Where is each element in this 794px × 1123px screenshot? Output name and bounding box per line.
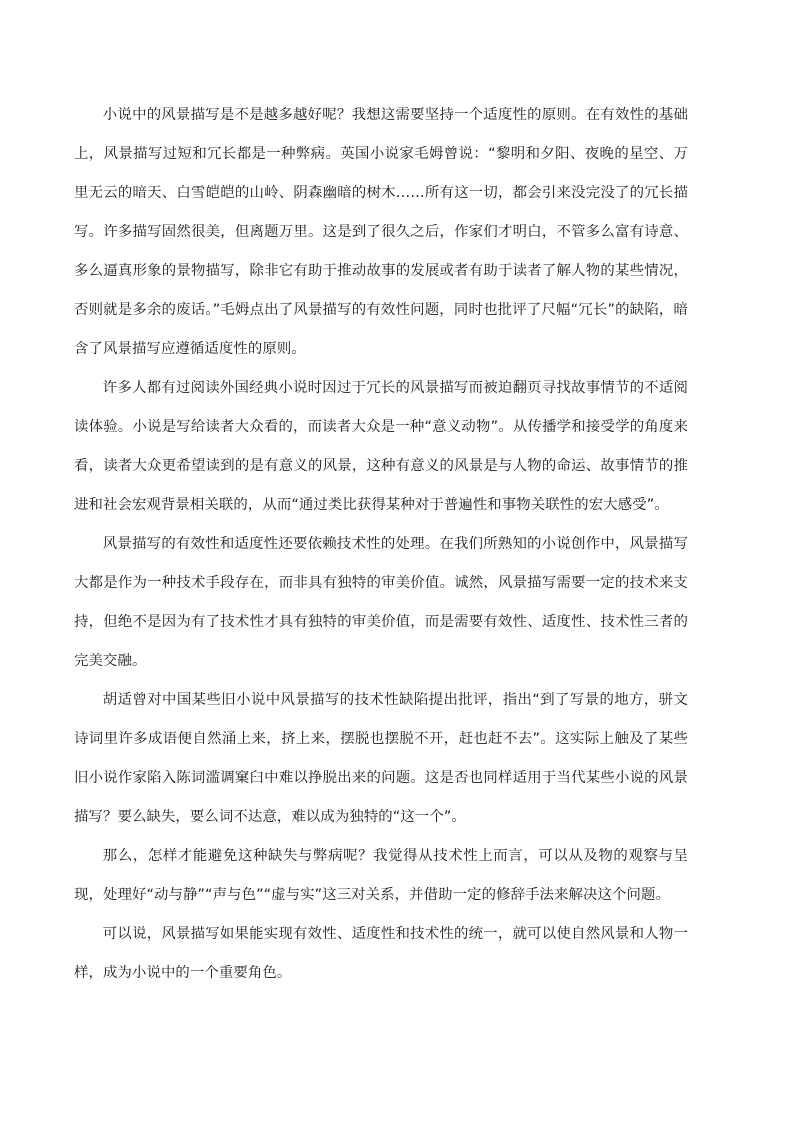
paragraph-4: 胡适曾对中国某些旧小说中风景描写的技术性缺陷提出批评，指出“到了写景的地方，骈文诗词里许多成语便自然涌上来，挤上来，摆脱也摆脱不开，赶也赶不去”。这实际上触及了某些旧小说作家陷入陈词滥调窠臼中难以挣脱出来的问题。这是否也同样适用于当代某些小说的风景描写？要么缺失，要么词不达意，难以成为独特的“这一个”。 — [74, 692, 688, 825]
paragraph-3: 风景描写的有效性和适度性还要依赖技术性的处理。在我们所熟知的小说创作中，风景描写大都是作为一种技术手段存在，而非具有独特的审美价值。诚然，风景描写需要一定的技术来支持，但绝不是因为有了技术性才具有独特的审美价值，而是需要有效性、适度性、技术性三者的完美交融。 — [74, 536, 688, 669]
paragraph-5: 那么，怎样才能避免这种缺失与弊病呢？我觉得从技术性上而言，可以从及物的观察与呈现，处理好“动与静”“声与色”“虚与实”这三对关系，并借助一定的修辞手法来解决这个问题。 — [74, 848, 688, 903]
article-body — [74, 96, 688, 993]
paragraph-2: 许多人都有过阅读外国经典小说时因过于冗长的风景描写而被迫翻页寻找故事情节的不适阅读体验。小说是写给读者大众看的，而读者大众是一种“意义动物”。从传播学和接受学的角度来看，读者大众更希望读到的是有意义的风景，这种有意义的风景是与人物的命运、故事情节的推进和社会宏观背景相关联的，从而“通过类比获得某种对于普遍性和事物关联性的宏大感受”。 — [74, 380, 688, 513]
paragraph-1: 小说中的风景描写是不是越多越好呢？我想这需要坚持一个适度性的原则。在有效性的基础上，风景描写过短和冗长都是一种弊病。英国小说家毛姆曾说：“黎明和夕阳、夜晚的星空、万里无云的暗天、白雪皑皑的山岭、阴森幽暗的树木……所有这一切，都会引来没完没了的冗长描写。许多描写固然很美，但离题万里。这是到了很久之后，作家们才明白，不管多么富有诗意、多么逼真形象的景物描写，除非它有助于推动故事的发展或者有助于读者了解人物的某些情况，否则就是多余的废话。”毛姆点出了风景描写的有效性问题，同时也批评了尺幅“冗长”的缺陷，暗含了风景描写应遵循适度性的原则。 — [74, 107, 688, 357]
paragraph-6: 可以说，风景描写如果能实现有效性、适度性和技术性的统一，就可以使自然风景和人物一样，成为小说中的一个重要角色。 — [74, 926, 688, 981]
